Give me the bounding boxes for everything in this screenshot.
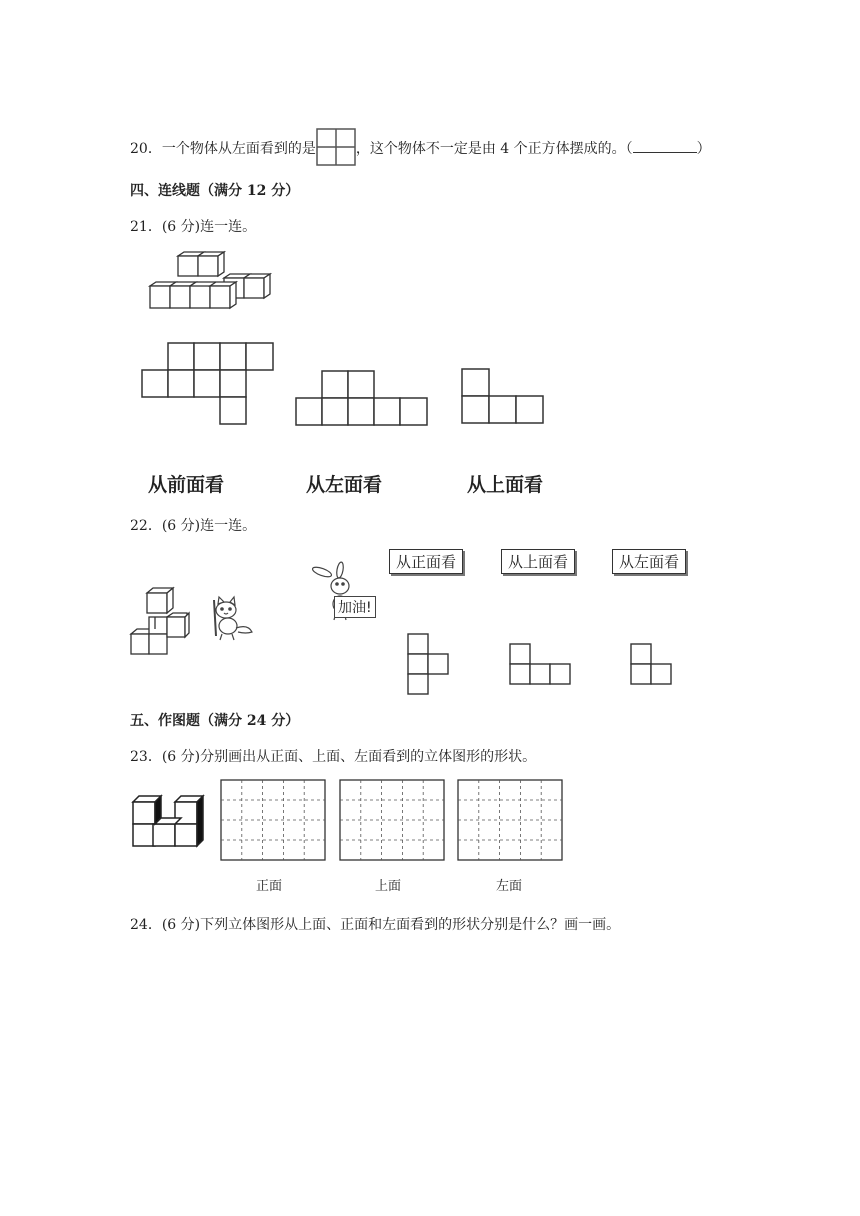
q21-label-front: 从前面看 bbox=[148, 474, 225, 496]
q21-view-shape-1 bbox=[140, 342, 280, 428]
section-4-title: 四、连线题（满分 12 分） bbox=[130, 183, 300, 199]
q21-view-shape-3 bbox=[460, 368, 550, 428]
q23-grid-left[interactable] bbox=[457, 779, 565, 863]
q23-caption-left: 左面 bbox=[496, 879, 523, 894]
q22-view-shape-3 bbox=[629, 642, 675, 688]
q22-label-left: 从左面看 bbox=[612, 549, 686, 574]
q23-grid-top[interactable] bbox=[339, 779, 447, 863]
question-22: 22．(6 分)连一连。 bbox=[130, 518, 257, 534]
question-20 bbox=[130, 130, 711, 168]
section-5-title: 五、作图题（满分 24 分） bbox=[130, 713, 300, 729]
question-24: 24．(6 分)下列立体图形从上面、正面和左面看到的形状分别是什么？画一画。 bbox=[130, 917, 621, 933]
q22-cube-stack-figure bbox=[129, 587, 191, 657]
q22-cheer-sign bbox=[334, 596, 376, 618]
cat-cartoon-icon bbox=[206, 596, 256, 642]
question-23: 23．(6 分)分别画出从正面、上面、左面看到的立体图形的形状。 bbox=[130, 749, 537, 765]
q23-caption-top: 上面 bbox=[375, 879, 402, 894]
q22-label-front: 从正面看 bbox=[389, 549, 463, 574]
q22-view-shape-1 bbox=[406, 632, 452, 698]
q20-text-end: ） bbox=[696, 141, 711, 157]
q22-sign-text: 加油! bbox=[338, 600, 372, 616]
q22-label-top: 从上面看 bbox=[501, 549, 575, 574]
q20-answer-blank[interactable] bbox=[633, 140, 697, 153]
q21-view-shape-2 bbox=[294, 370, 434, 430]
q20-text-before: 20．一个物体从左面看到的是 bbox=[130, 141, 316, 157]
q23-caption-front: 正面 bbox=[256, 879, 283, 894]
q21-cube-stack-figure bbox=[148, 252, 278, 318]
q23-cube-u-figure bbox=[131, 794, 207, 848]
q23-grid-front[interactable] bbox=[220, 779, 328, 863]
q20-text-after: ，这个物体不一定是由 4 个正方体摆成的。（ bbox=[355, 141, 633, 157]
q22-view-shape-2 bbox=[508, 642, 574, 688]
q21-label-left: 从左面看 bbox=[306, 474, 383, 496]
q21-label-top: 从上面看 bbox=[467, 474, 544, 496]
question-21: 21．(6 分)连一连。 bbox=[130, 219, 257, 235]
q20-grid-figure bbox=[316, 128, 356, 166]
